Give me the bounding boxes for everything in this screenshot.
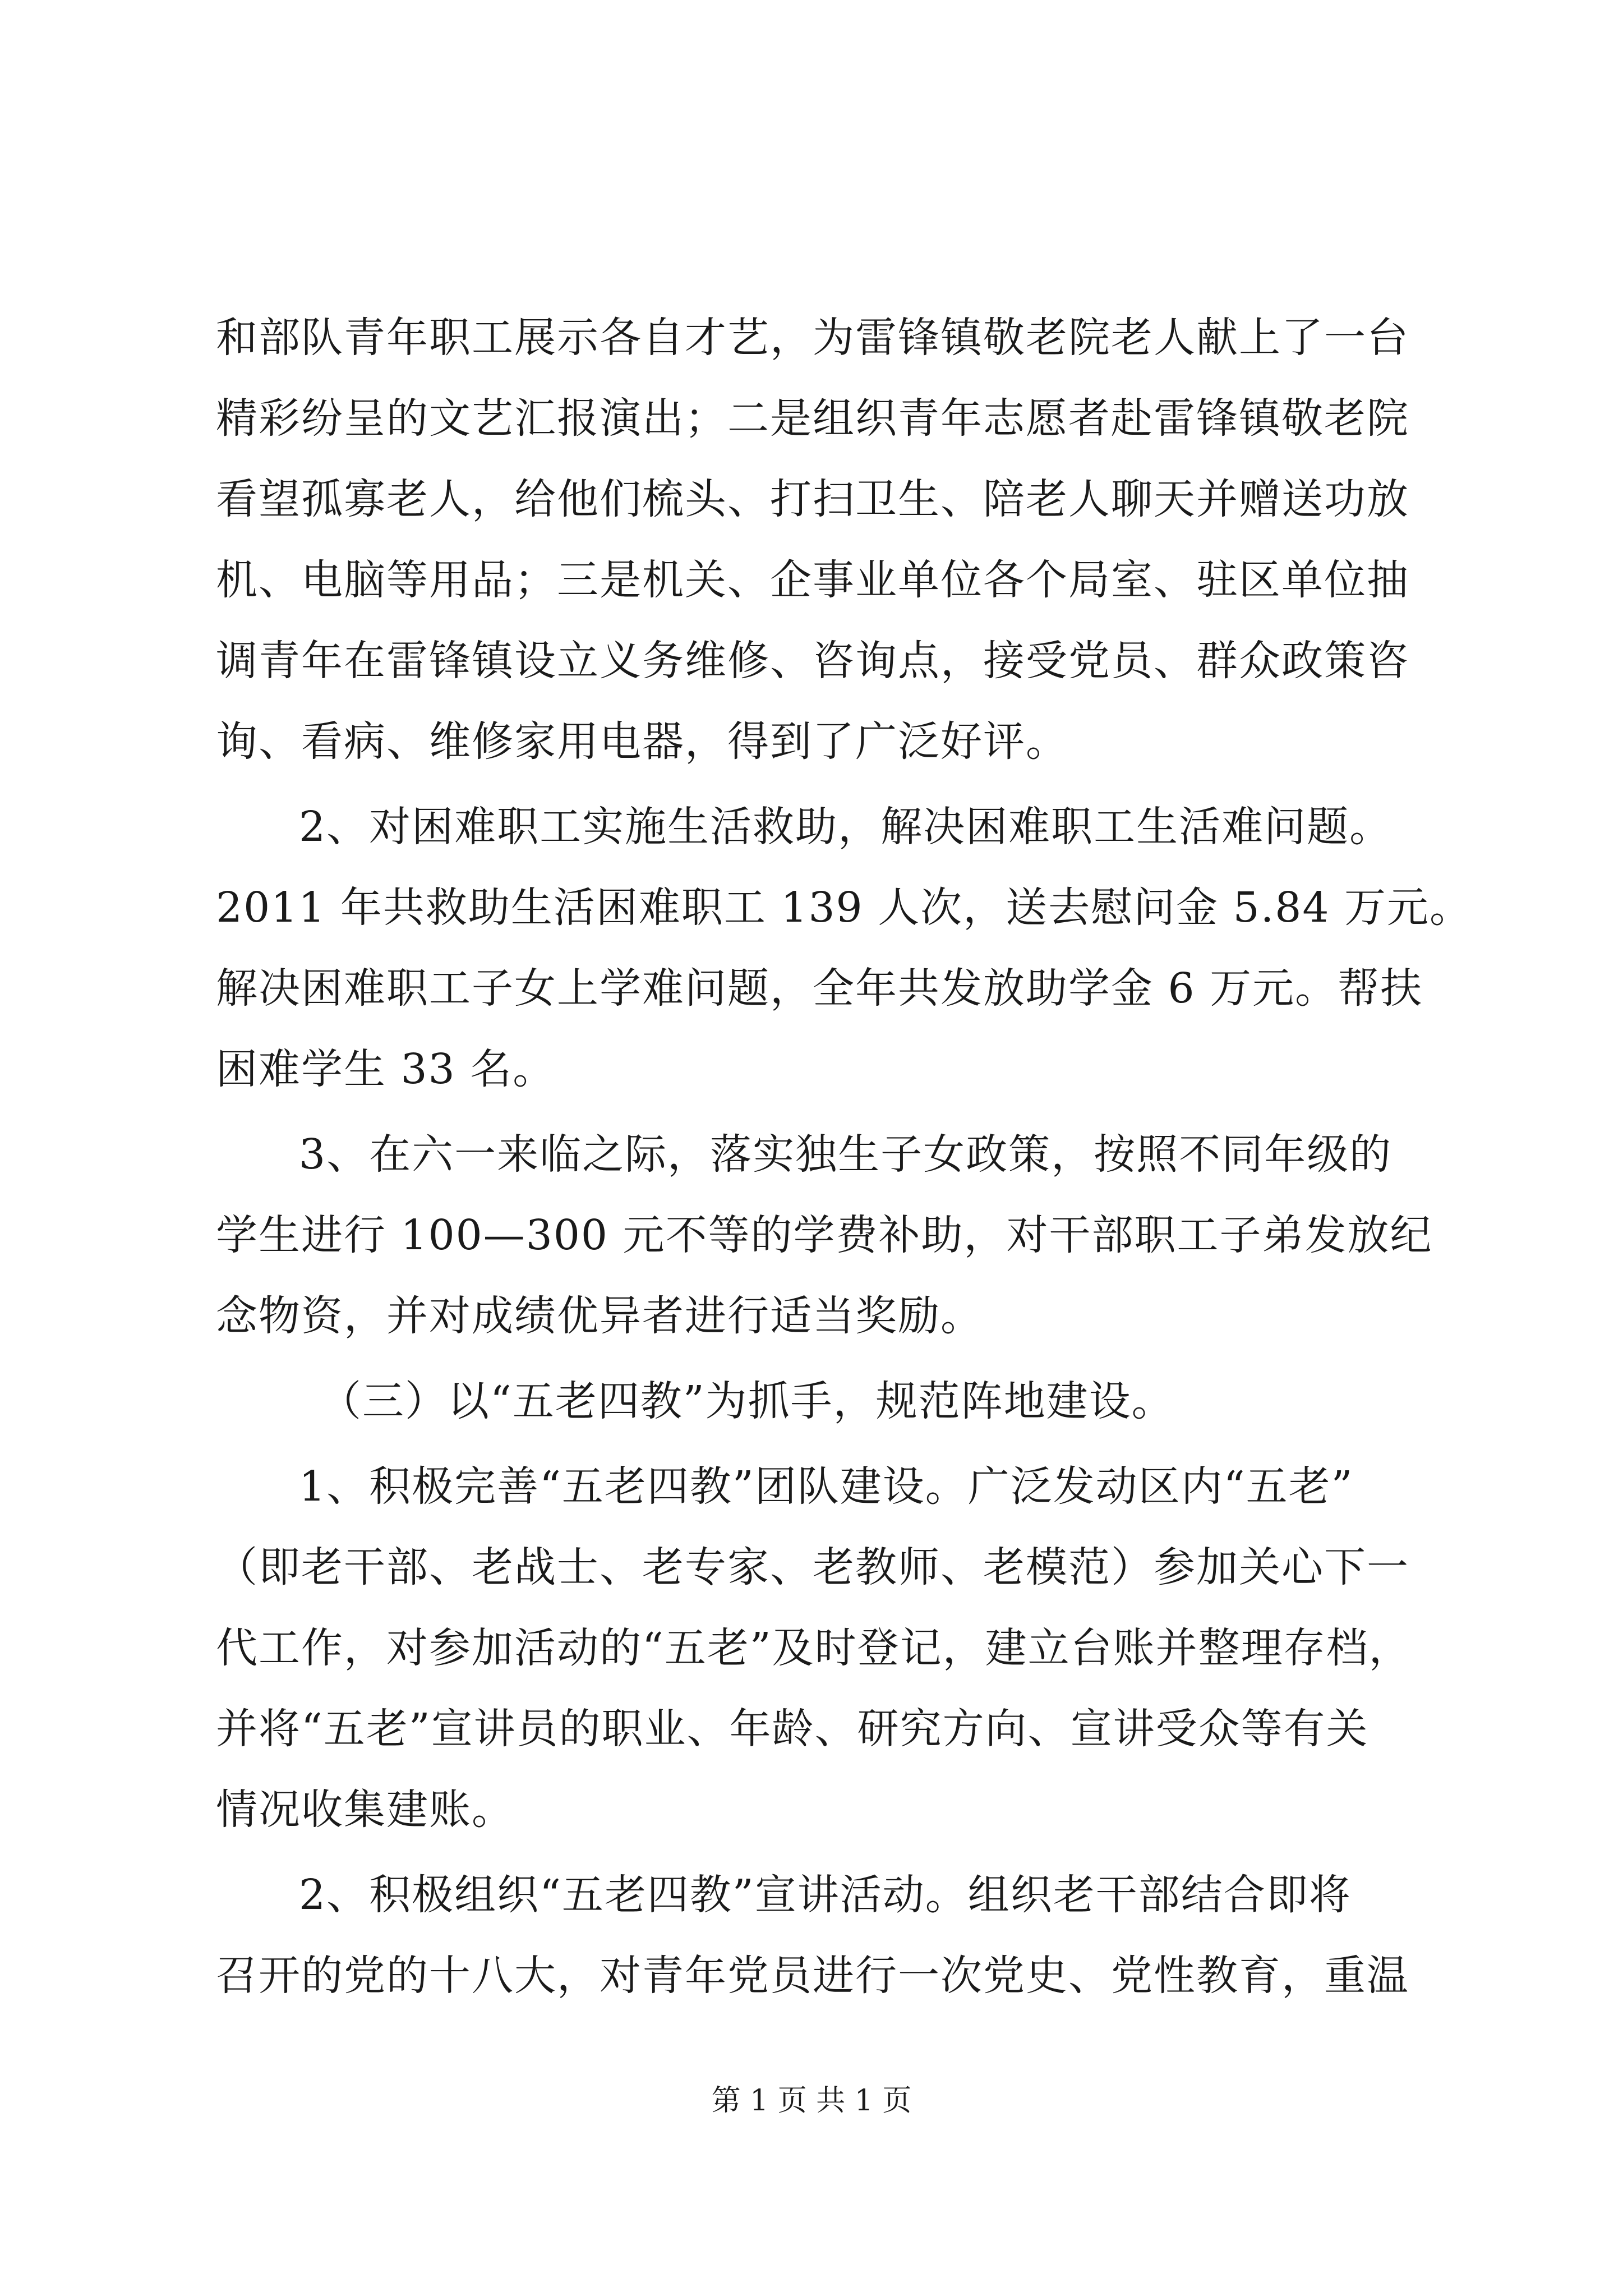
text-line: 并将“五老”宣讲员的职业、年龄、研究方向、宣讲受众等有关 xyxy=(216,1705,1369,1753)
page-footer: 第 1 页 共 1 页 xyxy=(711,2084,912,2118)
text-line: 2、积极组织“五老四教”宣讲活动。组织老干部结合即将 xyxy=(299,1871,1352,1919)
text-line: 3、在六一来临之际，落实独生子女政策，按照不同年级的 xyxy=(299,1130,1393,1179)
document-body xyxy=(216,297,1472,2016)
text-line: 和部队青年职工展示各自才艺，为雷锋镇敬老院老人献上了一台 xyxy=(216,314,1409,362)
text-line: 机、电脑等用品；三是机关、企事业单位各个局室、驻区单位抽 xyxy=(216,556,1409,604)
text-line: 情况收集建账。 xyxy=(216,1786,514,1834)
text-line: 学生进行 100—300 元不等的学费补助，对干部职工子弟发放纪 xyxy=(216,1211,1433,1259)
text-line: 询、看病、维修家用电器，得到了广泛好评。 xyxy=(216,717,1068,766)
text-line: 代工作，对参加活动的“五老”及时登记，建立台账并整理存档， xyxy=(216,1624,1412,1672)
text-line: 精彩纷呈的文艺汇报演出；二是组织青年志愿者赴雷锋镇敬老院 xyxy=(216,394,1409,443)
text-line: 解决困难职工子女上学难问题，全年共发放助学金 6 万元。帮扶 xyxy=(216,964,1423,1013)
text-line: （即老干部、老战士、老专家、老教师、老模范）参加关心下一 xyxy=(216,1543,1409,1591)
text-line: 2、对困难职工实施生活救助，解决困难职工生活难问题。 xyxy=(299,803,1393,851)
text-line: 调青年在雷锋镇设立义务维修、咨询点，接受党员、群众政策咨 xyxy=(216,637,1409,685)
text-line: 1、积极完善“五老四教”团队建设。广泛发动区内“五老” xyxy=(299,1462,1354,1511)
text-line: 2011 年共救助生活困难职工 139 人次，送去慰问金 5.84 万元。 xyxy=(216,884,1472,932)
text-line: 困难学生 33 名。 xyxy=(216,1045,556,1093)
text-line: 召开的党的十八大，对青年党员进行一次党史、党性教育，重温 xyxy=(216,1952,1409,2000)
section-heading: （三）以“五老四教”为抓手，规范阵地建设。 xyxy=(320,1377,1174,1425)
text-line: 念物资，并对成绩优异者进行适当奖励。 xyxy=(216,1292,983,1340)
text-line: 看望孤寡老人，给他们梳头、打扫卫生、陪老人聊天并赠送功放 xyxy=(216,475,1409,523)
